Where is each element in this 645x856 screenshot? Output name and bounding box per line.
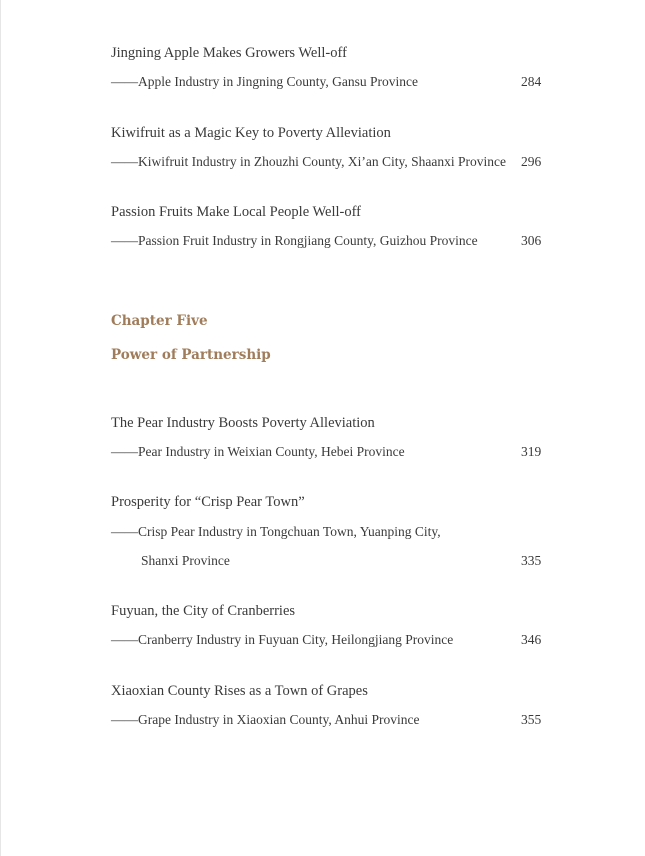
toc-entry-page-number: 319 bbox=[521, 444, 542, 459]
toc-entry-page-number: 296 bbox=[521, 154, 542, 169]
toc-entry-title: Passion Fruits Make Local People Well-off bbox=[111, 204, 361, 220]
toc-entry-title: Xiaoxian County Rises as a Town of Grapes bbox=[111, 683, 368, 699]
toc-entry-subtitle: ——Kiwifruit Industry in Zhouzhi County, Xi’an City, Shaanxi Province bbox=[111, 154, 506, 169]
toc-entry-page-number: 335 bbox=[521, 553, 542, 568]
toc-entry-subtitle-continuation: Shanxi Province bbox=[141, 553, 230, 568]
toc-entry-subtitle: ——Passion Fruit Industry in Rongjiang County, Guizhou Province bbox=[111, 233, 478, 248]
toc-entry-subtitle: ——Crisp Pear Industry in Tongchuan Town, Yuanping City, bbox=[111, 524, 441, 539]
chapter-number: Chapter Five bbox=[111, 313, 208, 329]
toc-entry-page-number: 306 bbox=[521, 233, 542, 248]
toc-entry-title: The Pear Industry Boosts Poverty Alleviation bbox=[111, 415, 375, 431]
toc-entry-page-number: 284 bbox=[521, 74, 542, 89]
toc-entry-page-number: 346 bbox=[521, 632, 542, 647]
toc-entry-title: Kiwifruit as a Magic Key to Poverty Alleviation bbox=[111, 125, 391, 141]
toc-entry-subtitle: ——Pear Industry in Weixian County, Hebei Province bbox=[111, 444, 405, 459]
toc-entry-title: Jingning Apple Makes Growers Well-off bbox=[111, 45, 347, 61]
chapter-title: Power of Partnership bbox=[111, 347, 271, 363]
toc-entry-subtitle: ——Apple Industry in Jingning County, Gansu Province bbox=[111, 74, 418, 89]
toc-entry-page-number: 355 bbox=[521, 712, 542, 727]
toc-entry-subtitle: ——Grape Industry in Xiaoxian County, Anhui Province bbox=[111, 712, 420, 727]
toc-entry-title: Prosperity for “Crisp Pear Town” bbox=[111, 494, 305, 510]
toc-entry-subtitle: ——Cranberry Industry in Fuyuan City, Heilongjiang Province bbox=[111, 632, 454, 647]
toc-entry-title: Fuyuan, the City of Cranberries bbox=[111, 603, 296, 619]
